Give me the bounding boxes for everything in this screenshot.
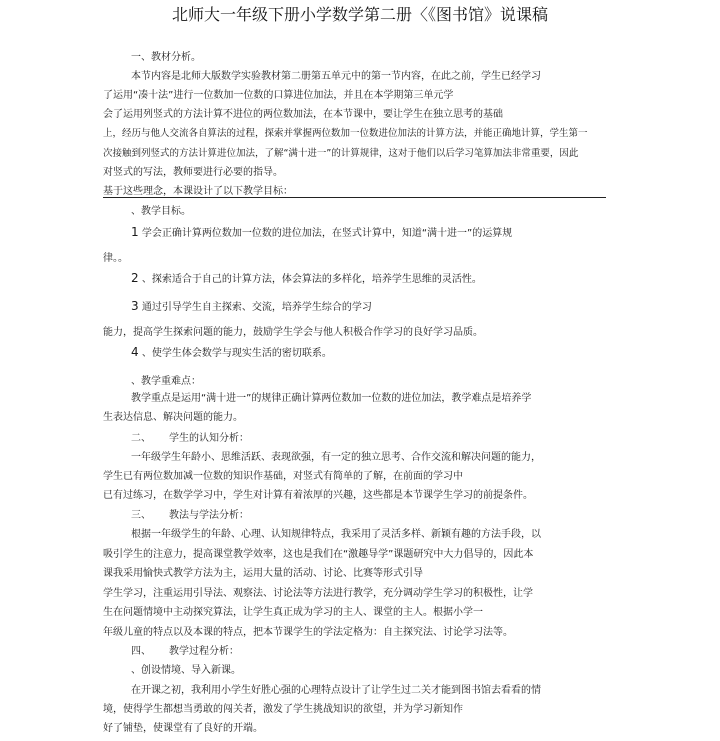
paragraph-line: 好了铺垫，使课堂有了良好的开端。 [103, 723, 263, 734]
list-text: 、使学生体会数学与现实生活的密切联系。 [141, 348, 332, 359]
section-heading: 、教学目标。 [131, 206, 191, 217]
list-item [131, 272, 482, 286]
section-number: 二、 [131, 433, 151, 444]
paragraph-line: 次接触到列竖式的方法计算进位加法，了解“满十进一”的计算规律，这对于他们以后学习笔算加法非常重要，因此 [103, 148, 579, 159]
section-title: 学生的认知分析： [169, 433, 249, 444]
list-text: 学会正确计算两位数加一位数的进位加法，在竖式计算中，知道“满十进一”的运算规 [141, 228, 513, 239]
list-number: 3 [131, 299, 139, 313]
paragraph-line: 在开课之初，我利用小学生好胜心强的心理特点设计了让学生过二关才能到图书馆去看看的情 [131, 685, 541, 696]
paragraph-line: 已有过练习，在数学学习中，学生对计算有着浓厚的兴趣，这些都是本节课学生学习的前提条件。 [103, 490, 533, 501]
paragraph-line: 能力，提高学生探索问题的能力，鼓励学生学会与他人积极合作学习的良好学习品质。 [103, 327, 483, 338]
list-text: 通过引导学生自主探索、交流，培养学生综合的学习 [141, 302, 372, 313]
paragraph-line: 课我采用愉快式教学方法为主，运用大量的活动、讨论、比赛等形式引导 [103, 568, 423, 579]
list-number: 1 [131, 225, 139, 239]
paragraph-line: 一年级学生年龄小、思维活跃、表现欲强，有一定的独立思考、合作交流和解决问题的能力， [131, 452, 541, 463]
section-number: 四、 [131, 646, 151, 657]
list-number: 2 [131, 271, 139, 285]
section-number: 三、 [131, 510, 151, 521]
paragraph-line: 律。。 [103, 253, 128, 264]
paragraph-line: 上，经历与他人交流各自算法的过程，探索并掌握两位数加一位数进位加法的计算方法，并能正确地计算，学生第一 [103, 128, 588, 139]
paragraph-line: 、创设情境、导入新课。 [131, 665, 241, 676]
list-item [131, 346, 332, 360]
list-item [131, 226, 512, 240]
paragraph-line: 生表达信息、解决问题的能力。 [103, 412, 243, 423]
paragraph-line: 基于这些理念，本课设计了以下教学目标： [103, 186, 293, 197]
paragraph-line: 学生学习，注重运用引导法、观察法、讨论法等方法进行教学，充分调动学生学习的积极性，让学 [103, 588, 533, 599]
section-heading: 一、教材分析。 [131, 52, 201, 63]
paragraph-line: 教学重点是运用“满十进一”的规律正确计算两位数加一位数的进位加法，教学难点是培养学 [131, 393, 532, 404]
section-heading: 、教学重难点： [131, 376, 201, 387]
section-title: 教法与学法分析： [169, 510, 249, 521]
divider-line [103, 197, 606, 198]
paragraph-line: 对竖式的写法，教师要进行必要的指导。 [103, 167, 283, 178]
list-item [131, 300, 372, 314]
list-text: 、探索适合于自己的计算方法，体会算法的多样化，培养学生思维的灵活性。 [141, 274, 482, 285]
paragraph-line: 境，使得学生都想当勇敢的闯关者，激发了学生挑战知识的欲望，并为学习新知作 [103, 704, 463, 715]
section-heading [131, 509, 249, 522]
section-title: 教学过程分析： [169, 646, 239, 657]
paragraph-line: 本节内容是北师大版数学实验教材第二册第五单元中的第一节内容，在此之前，学生已经学习 [131, 71, 541, 82]
paragraph-line: 吸引学生的注意力，提高课堂教学效率，这也是我们在“激趣导学”课题研究中大力倡导的，因此本 [103, 549, 534, 560]
paragraph-line: 根据一年级学生的年龄、心理、认知规律特点，我采用了灵活多样、新颖有趣的方法手段，以 [131, 529, 541, 540]
paragraph-line: 会了运用列竖式的方法计算不进位的两位数加法，在本节课中，要让学生在独立思考的基础 [103, 109, 503, 120]
paragraph-line: 年级儿童的特点以及本课的特点，把本节课学生的学法定格为：自主探究法、讨论学习法等。 [103, 627, 513, 638]
section-heading [131, 432, 249, 445]
section-heading [131, 645, 239, 658]
paragraph-line: 学生已有两位数加减一位数的知识作基础，对竖式有简单的了解，在前面的学习中 [103, 471, 463, 482]
list-number: 4 [131, 345, 139, 359]
paragraph-line: 生在问题情境中主动探究算法，让学生真正成为学习的主人、课堂的主人。根据小学一 [103, 607, 483, 618]
document-title: 北师大一年级下册小学数学第二册〈《图书馆》说课稿 [171, 5, 548, 24]
paragraph-line: 了运用“凑十法”进行一位数加一位数的口算进位加法，并且在本学期第三单元学 [103, 90, 454, 101]
